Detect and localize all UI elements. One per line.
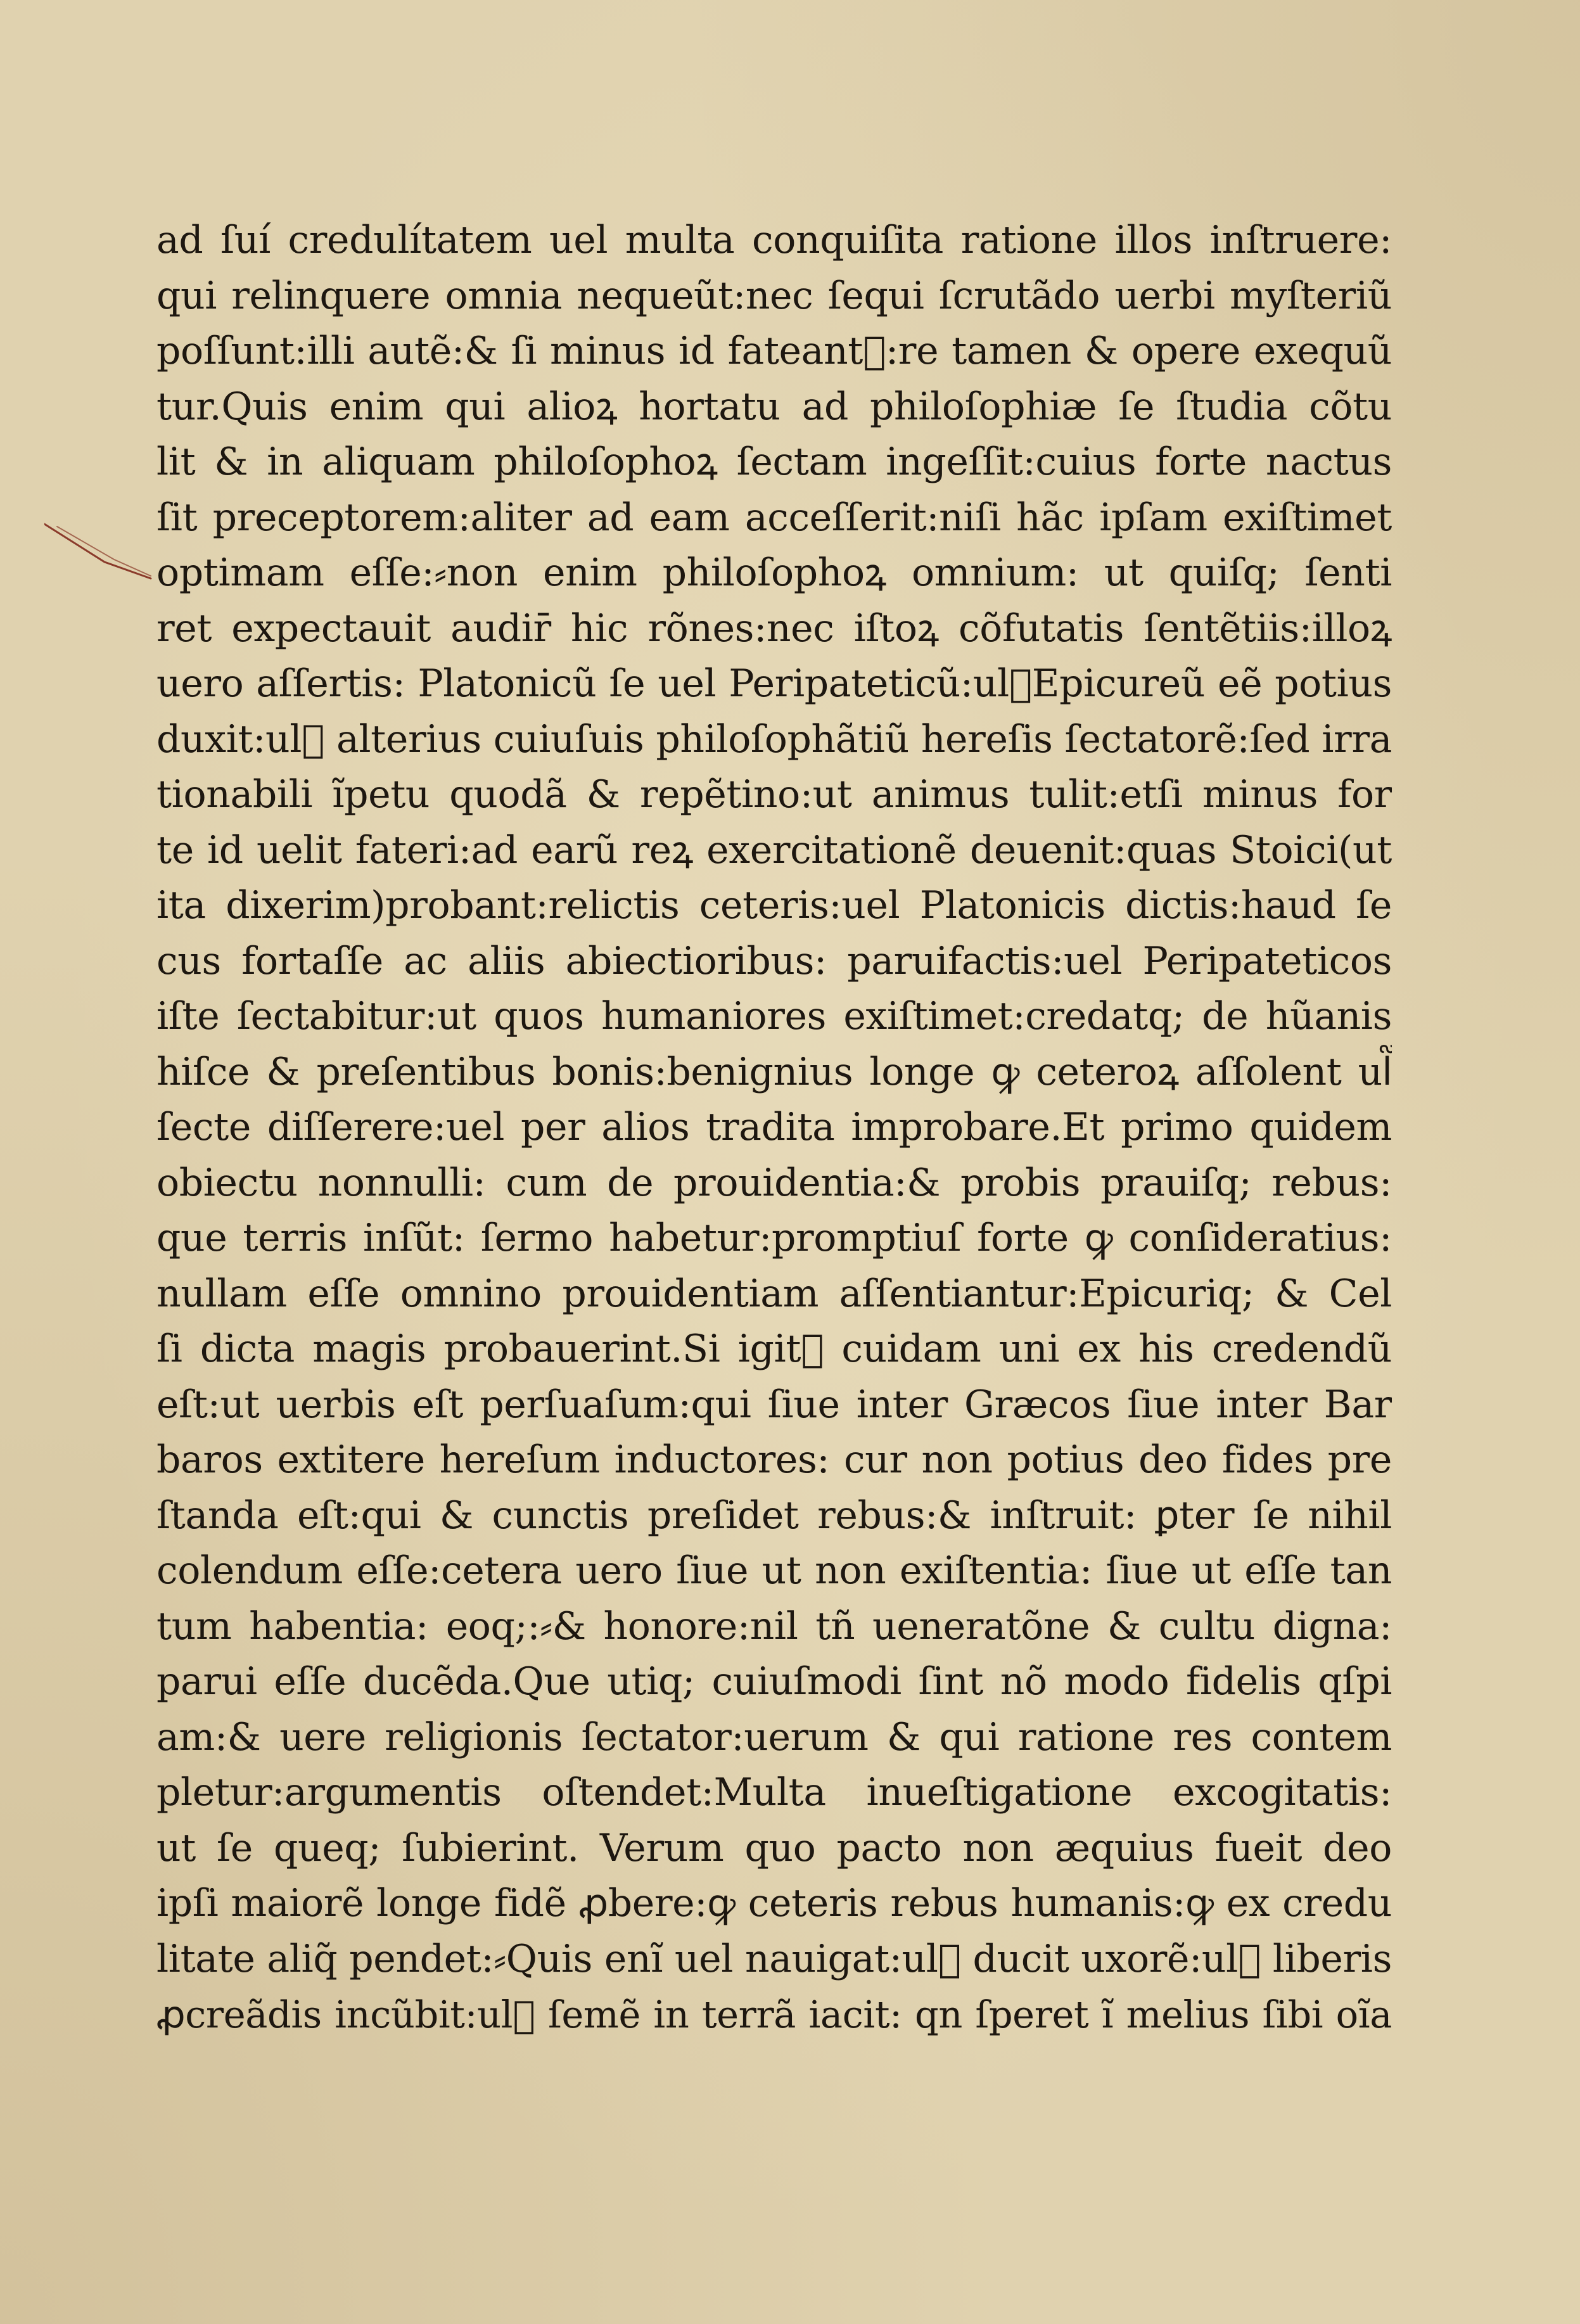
text-line-22: eſt:ut uerbis eſt perſuaſum:qui ſiue inter Græcos ſiue inter Bar bbox=[156, 1382, 1392, 1427]
text-line-28: am:& uere religionis ſectator:uerum & qui ratione res contem bbox=[156, 1714, 1392, 1759]
marginal-pointer-mark bbox=[44, 523, 152, 586]
text-line-18: obiectu nonnulli: cum de prouidentia:& probis prauiſq; rebus: bbox=[156, 1160, 1392, 1205]
text-line-11: tionabili ĩpetu quodã & repẽtino:ut animus tulit:etſi minus for bbox=[156, 772, 1392, 817]
text-line-27: parui eſſe ducẽda.Que utiq; cuiuſmodi ſint nõ modo fidelis qſpi bbox=[156, 1659, 1392, 1704]
body-text bbox=[156, 213, 1392, 2043]
text-line-1: ad ſuí credulítatem uel multa conquiſita ratione illos inſtruere: bbox=[156, 218, 1392, 262]
text-line-9: uero aſſertis: Platonicũ ſe uel Peripateticũ:ul᷑Epicureũ eẽ potius bbox=[156, 661, 1392, 706]
text-line-31: ipſi maiorẽ longe fidẽ ꝓbere:ꝙ ceteris rebus humanis:ꝙ ex credu bbox=[156, 1881, 1392, 1925]
text-line-13: ita dixerim)probant:relictis ceteris:uel Platonicis dictis:haud ſe bbox=[156, 883, 1392, 928]
text-line-23: baros extitere hereſum inductores: cur non potius deo fides pre bbox=[156, 1438, 1392, 1482]
text-line-14: cus fortaſſe ac aliis abiectioribus: paruifactis:uel Peripateticos bbox=[156, 938, 1392, 983]
text-line-15: iſte ſectabitur:ut quos humaniores exiſtimet:credatq; de hũanis bbox=[156, 994, 1392, 1038]
text-line-33: ꝓcreãdis incũbit:ul᷑ ſemẽ in terrã iacit: qn ſperet ĩ melius ſibi oĩa bbox=[156, 1993, 1392, 2036]
text-line-4: tur.Quis enim qui alioꝝ hortatu ad philoſophiæ ſe ſtudia cõtu bbox=[156, 384, 1392, 429]
text-line-8: ret expectauit audir̄ hic rõnes:nec iſtoꝝ cõfutatis ſentẽtiis:illoꝝ bbox=[156, 606, 1392, 651]
text-line-6: ſit preceptorem:aliter ad eam acceſſerit:niſi hãc ipſam exiſtimet bbox=[156, 495, 1392, 540]
text-line-29: pletur:argumentis oſtendet:Multa inueſtigatione excogitatis: bbox=[156, 1770, 1392, 1815]
text-line-16: hiſce & preſentibus bonis:benignius longe ꝙ ceteroꝝ aſſolent ul᷑ bbox=[156, 1049, 1392, 1094]
text-line-24: ſtanda eſt:qui & cunctis preſidet rebus:& inſtruit: ꝑter ſe nihil bbox=[156, 1493, 1392, 1538]
text-line-12: te id uelit fateri:ad earũ reꝝ exercitationẽ deuenit:quas Stoici(ut bbox=[156, 827, 1392, 872]
text-line-20: nullam eſſe omnino prouidentiam aſſentiantur:Epicuriq; & Cel bbox=[156, 1271, 1392, 1316]
text-line-30: ut ſe queq; ſubierint. Verum quo pacto non æquius fueit deo bbox=[156, 1825, 1392, 1870]
text-line-7: optimam eſſe:⸗non enim philoſophoꝝ omnium: ut quiſq; ſenti bbox=[156, 551, 1392, 595]
text-line-2: qui relinquere omnia nequeũt:nec ſequi ſcrutãdo uerbi myſteriũ bbox=[156, 273, 1392, 318]
text-line-26: tum habentia: eoq;:⸗& honore:nil tñ ueneratõne & cultu digna: bbox=[156, 1604, 1392, 1649]
text-line-19: que terris inſũt: ſermo habetur:promptiuſ forte ꝙ conſideratius: bbox=[156, 1216, 1392, 1260]
text-line-25: colendum eſſe:cetera uero ſiue ut non exiſtentia: ſiue ut eſſe tan bbox=[156, 1548, 1392, 1593]
text-line-3: poſſunt:illi autẽ:& ſi minus id fateant᷑:re tamen & opere exequũ bbox=[156, 329, 1392, 373]
text-line-17: ſecte diſſerere:uel per alios tradita improbare.Et primo quidem bbox=[156, 1105, 1392, 1149]
text-line-5: lit & in aliquam philoſophoꝝ ſectam ingeſſit:cuius forte nactus bbox=[156, 440, 1392, 484]
text-line-32: litate aliq̃ pendet:⸗Quis enĩ uel nauigat:ul᷑ ducit uxorẽ:ul᷑ liberis bbox=[156, 1936, 1392, 1981]
text-line-21: ſi dicta magis probauerint.Si igit᷑ cuidam uni ex his credendũ bbox=[156, 1327, 1392, 1371]
text-line-10: duxit:ul᷑ alterius cuiuſuis philoſophãtiũ hereſis ſectatorẽ:ſed irra bbox=[156, 717, 1392, 762]
